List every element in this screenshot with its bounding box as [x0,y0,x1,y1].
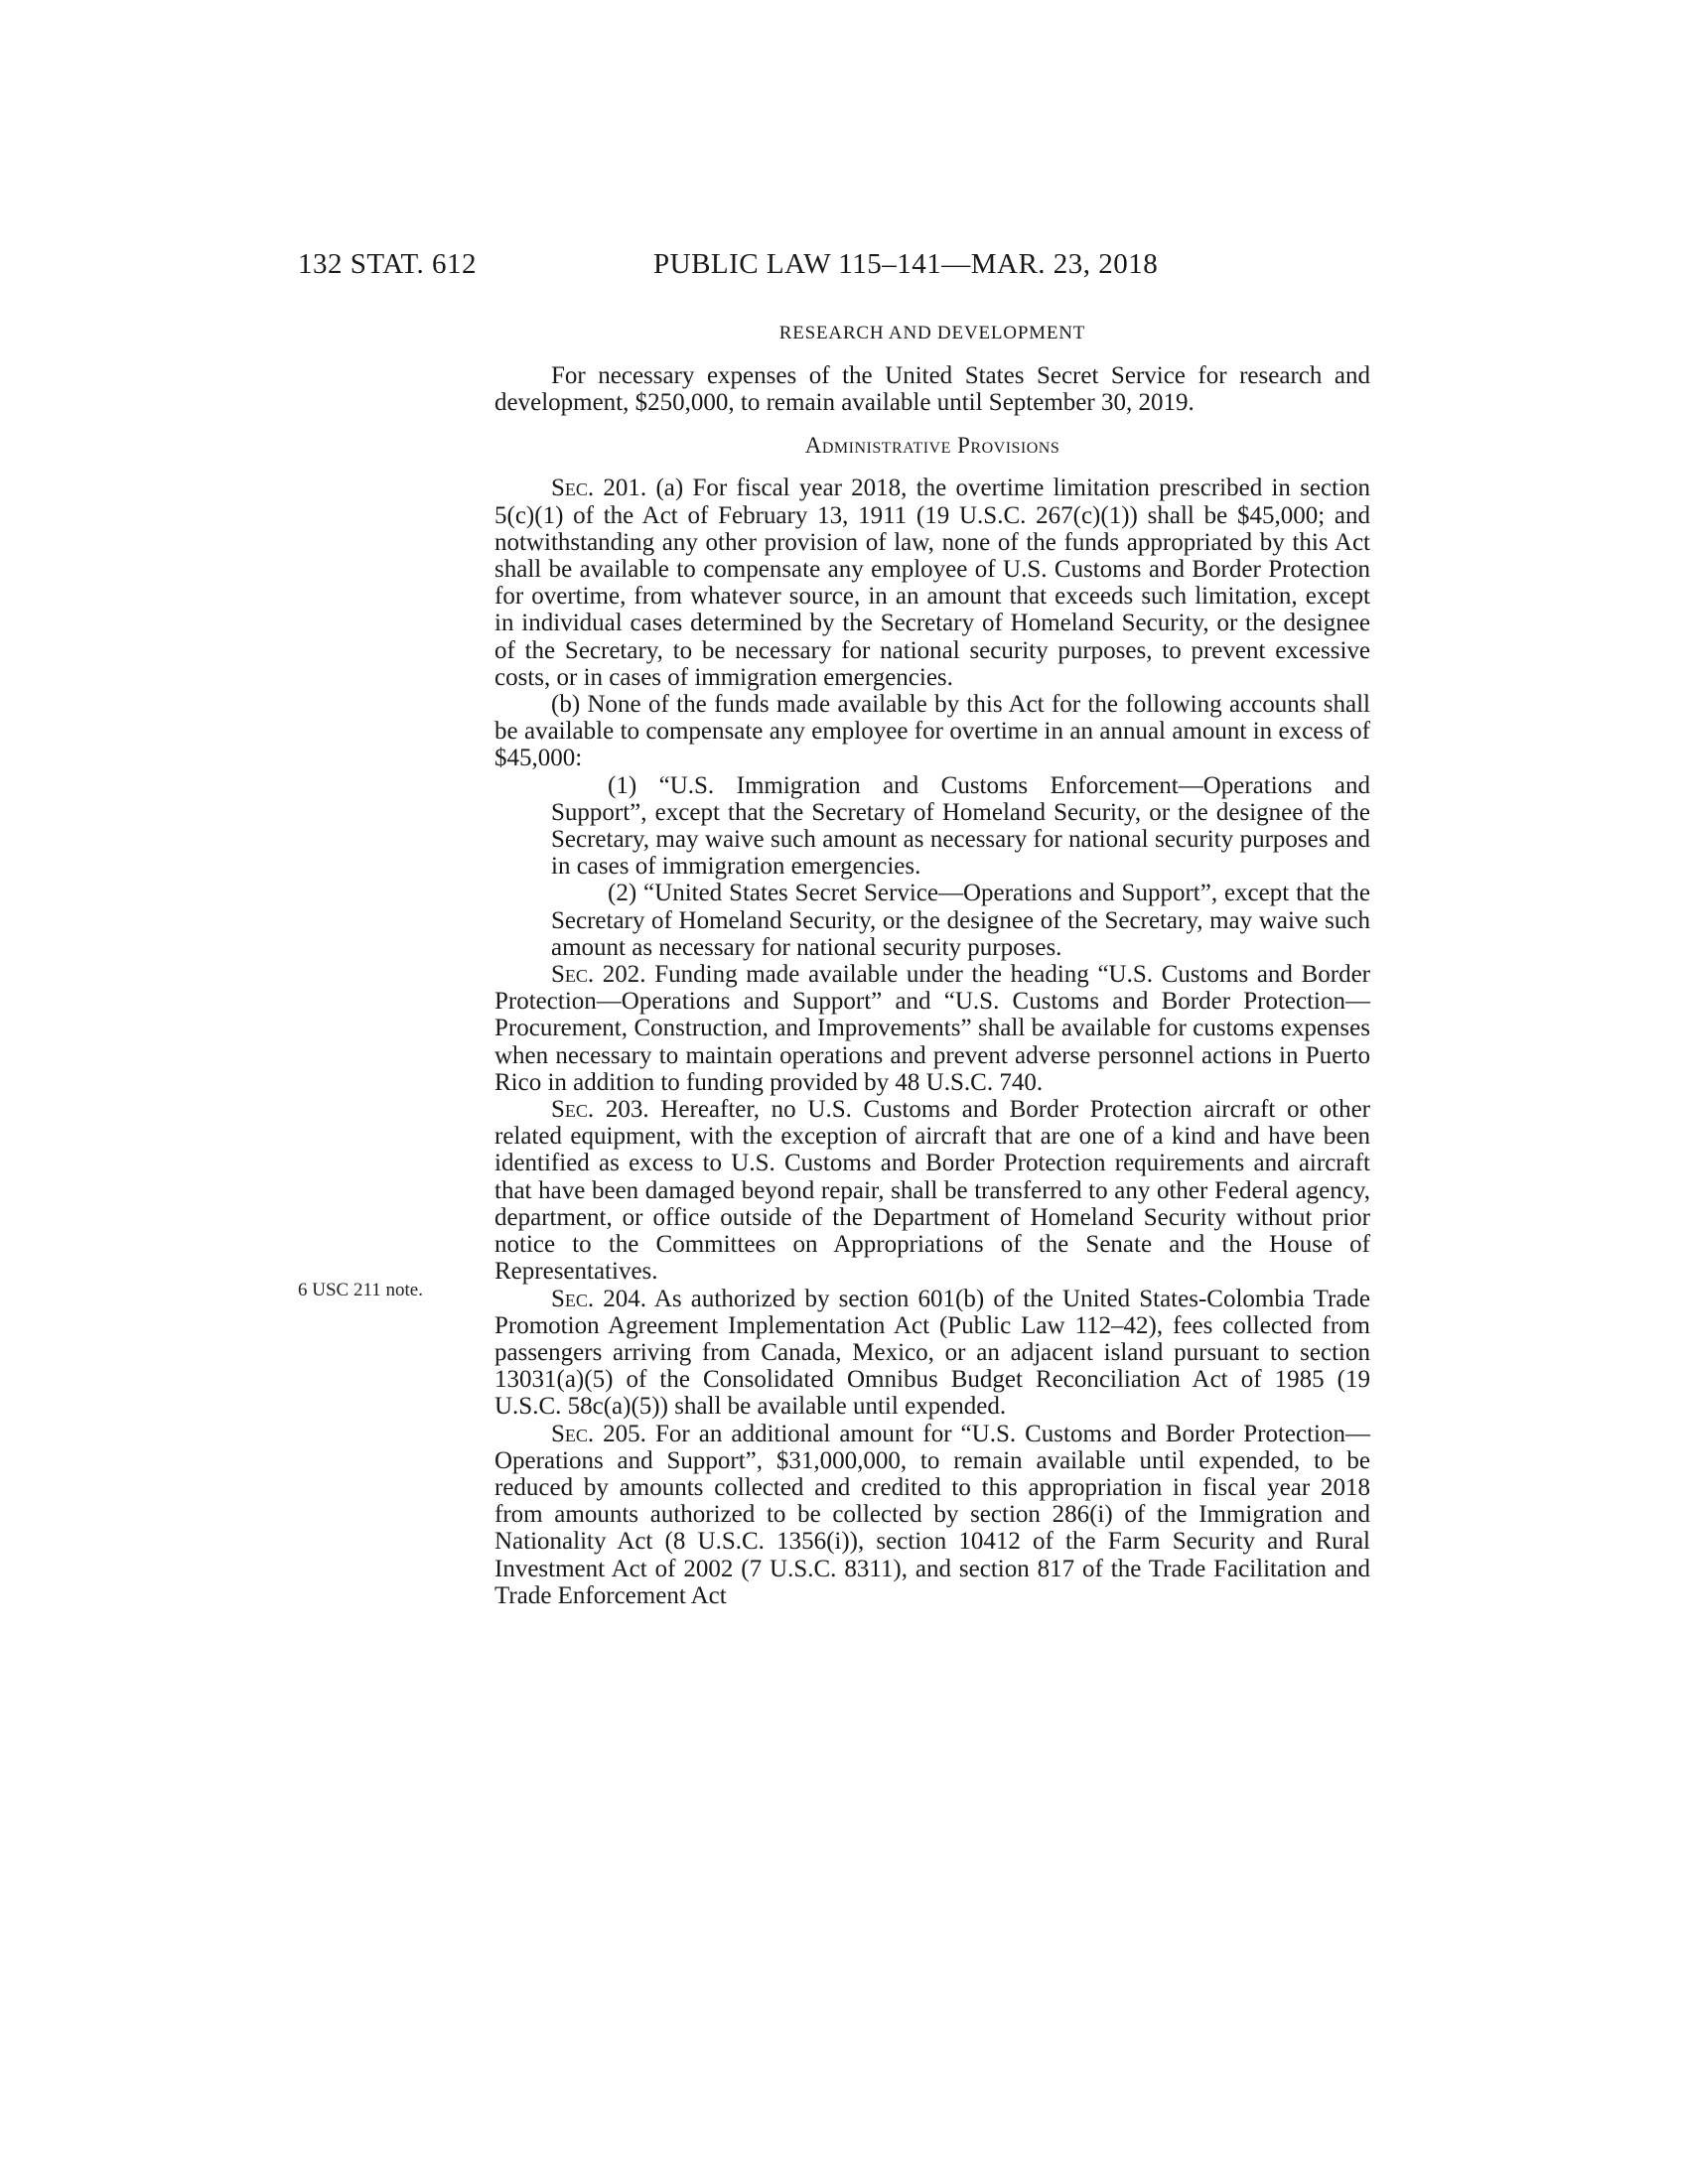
heading-administrative-provisions: Administrative Provisions [804,433,1060,459]
sec204-text: As authorized by section 601(b) of the United States-Colombia Trade Promotion Agreement Implementation Act (Public Law 112–42), fees collected from passengers arriving from Canada, Mexico, or an adjacent island pursuant to section 13031(a)(5) of the Consolidated Omnibus Budget Reconciliation Act of 1985 (19 U.S.C. 58c(a)(5)) shall be available until expended. [494,1285,1370,1421]
section-label-204: Sec. 204. [551,1285,647,1312]
paragraph-sec201-b: (b) None of the funds made available by this Act for the following accounts shall be available to compensate any employee for overtime in an annual amount in excess of $45,000: [494,691,1370,772]
sec202-text: Funding made available under the heading “U.S. Customs and Border Protection—Operations and Support” and “U.S. Customs and Border Protection—Procurement, Construction, and Improvements” shall be available for customs expenses when necessary to maintain operations and prevent adverse personnel actions in Puerto Rico in addition to funding provided by 48 U.S.C. 740. [494,961,1370,1096]
section-label-205: Sec. 205. [551,1420,646,1447]
section-label-201: Sec. 201. [551,475,647,502]
list-item-sec201-b2: (2) “United States Secret Service—Operations and Support”, except that the Secretary of Homeland Security, or the designee of the Secretary, may waive such amount as necessary for national security purposes. [551,880,1370,961]
sec201-a-text: (a) For fiscal year 2018, the overtime limitation prescribed in section 5(c)(1) of the Act of February 13, 1911 (19 U.S.C. 267(c)(1)) shall be $45,000; and notwithstanding any other provision of law, none of the funds appropriated by this Act shall be available to compensate any employee of U.S. Customs and Border Protection for overtime, from whatever source, in an amount that exceeds such limitation, except in individual cases determined by the Secretary of Homeland Security, or the designee of the Secretary, to be necessary for national security purposes, to prevent excessive costs, or in cases of immigration emergencies. [494,475,1371,691]
sec203-text: Hereafter, no U.S. Customs and Border Protection aircraft or other related equipment, with the exception of aircraft that are one of a kind and have been identified as excess to U.S. Customs and Border Protection requirements and aircraft that have been damaged beyond repair, shall be transferred to any other Federal agency, department, or office outside of the Department of Homeland Security without prior notice to the Committees on Appropriations of the Senate and the House of Representatives. [494,1096,1371,1286]
page-header [298,248,1370,288]
paragraph-sec204 [494,1286,1370,1421]
heading-research-development: RESEARCH AND DEVELOPMENT [778,323,1086,343]
paragraph-sec203 [494,1096,1370,1285]
law-title: PUBLIC LAW 115–141—MAR. 23, 2018 [653,248,1159,280]
list-item-sec201-b1: (1) “U.S. Immigration and Customs Enforcement—Operations and Support”, except that the Secretary of Homeland Security, or the designee of the Secretary, may waive such amount as necessary for national security purposes and in cases of immigration emergencies. [551,771,1370,881]
paragraph-sec202 [494,961,1370,1096]
statute-reference: 132 STAT. 612 [298,248,478,280]
section-label-202: Sec. 202. [551,961,646,989]
paragraph-sec201-a [494,475,1370,691]
paragraph-sec205 [494,1421,1370,1609]
document-body [494,320,1370,1609]
paragraph-research-development: For necessary expenses of the United States Secret Service for research and development, $250,000, to remain available until September 30, 2019. [494,362,1370,417]
margin-note-sec203: 6 USC 211 note. [298,1280,423,1300]
sec205-text: For an additional amount for “U.S. Customs and Border Protection—Operations and Support”, $31,000,000, to remain available until expended, to be reduced by amounts collected and credited to this appropriation in fiscal year 2018 from amounts authorized to be collected by section 286(i) of the Immigration and Nationality Act (8 U.S.C. 1356(i)), section 10412 of the Farm Security and Rural Investment Act of 2002 (7 U.S.C. 8311), and section 817 of the Trade Facilitation and Trade Enforcement Act [494,1420,1371,1609]
section-label-203: Sec. 203. [551,1096,649,1124]
